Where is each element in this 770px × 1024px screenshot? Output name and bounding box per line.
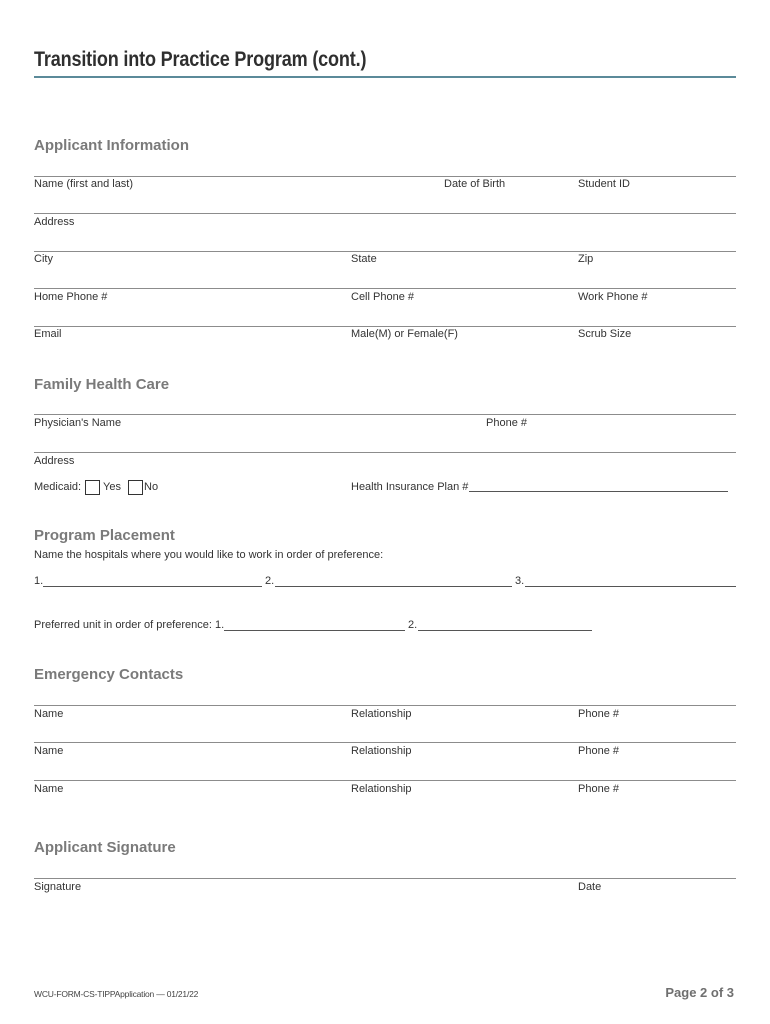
title-divider xyxy=(34,76,736,78)
contact-1-relationship-label: Relationship xyxy=(351,708,412,720)
medicaid-yes-label: Yes xyxy=(103,481,121,493)
contact-2-name-label: Name xyxy=(34,745,64,757)
form-code: WCU-FORM-CS-TIPPApplication — 01/21/22 xyxy=(34,989,199,999)
name-label: Name (first and last) xyxy=(34,178,134,190)
medicaid-no-checkbox[interactable] xyxy=(128,480,143,495)
student-id-label: Student ID xyxy=(578,178,630,190)
family-address-label: Address xyxy=(34,455,75,467)
gender-label: Male(M) or Female(F) xyxy=(351,328,458,340)
unit-preference-label: Preferred unit in order of preference: 1. xyxy=(34,619,225,631)
section-heading-placement: Program Placement xyxy=(34,527,175,544)
medicaid-yes-checkbox[interactable] xyxy=(85,480,100,495)
contact-3-phone-label: Phone # xyxy=(578,783,619,795)
field-line-contact-3 xyxy=(34,780,736,781)
home-phone-label: Home Phone # xyxy=(34,291,108,303)
hospital-2-label: 2. xyxy=(265,575,275,587)
hospital-1-line[interactable] xyxy=(43,586,262,587)
physician-phone-label: Phone # xyxy=(486,417,527,429)
state-label: State xyxy=(351,253,377,265)
city-label: City xyxy=(34,253,53,265)
hospital-1-label: 1. xyxy=(34,575,44,587)
work-phone-label: Work Phone # xyxy=(578,291,648,303)
contact-1-name-label: Name xyxy=(34,708,64,720)
unit-2-line[interactable] xyxy=(418,630,592,631)
field-line-city xyxy=(34,251,736,252)
field-line-contact-2 xyxy=(34,742,736,743)
hospital-3-label: 3. xyxy=(515,575,525,587)
section-heading-emergency: Emergency Contacts xyxy=(34,666,184,683)
signature-label: Signature xyxy=(34,881,82,893)
section-heading-applicant: Applicant Information xyxy=(34,137,189,154)
hospital-2-line[interactable] xyxy=(275,586,512,587)
placement-instruction: Name the hospitals where you would like to work in order of preference: xyxy=(34,549,384,561)
field-line-email xyxy=(34,326,736,327)
field-line-contact-1 xyxy=(34,705,736,706)
page-title: Transition into Practice Program (cont.) xyxy=(34,48,367,71)
field-line-physician xyxy=(34,414,736,415)
contact-2-phone-label: Phone # xyxy=(578,745,619,757)
field-line-address xyxy=(34,213,736,214)
contact-3-name-label: Name xyxy=(34,783,64,795)
unit-1-line[interactable] xyxy=(224,630,405,631)
page-number: Page 2 of 3 xyxy=(665,985,734,1000)
medicaid-no-label: No xyxy=(144,481,159,493)
unit-2-label: 2. xyxy=(408,619,418,631)
contact-1-phone-label: Phone # xyxy=(578,708,619,720)
insurance-line[interactable] xyxy=(469,491,728,492)
section-heading-signature: Applicant Signature xyxy=(34,839,176,856)
email-label: Email xyxy=(34,328,62,340)
physician-label: Physician's Name xyxy=(34,417,122,429)
cell-phone-label: Cell Phone # xyxy=(351,291,414,303)
address-label: Address xyxy=(34,216,75,228)
medicaid-label: Medicaid: xyxy=(34,481,82,493)
hospital-3-line[interactable] xyxy=(525,586,736,587)
field-line-family-address xyxy=(34,452,736,453)
zip-label: Zip xyxy=(578,253,594,265)
insurance-label: Health Insurance Plan # xyxy=(351,481,469,493)
contact-2-relationship-label: Relationship xyxy=(351,745,412,757)
signature-date-label: Date xyxy=(578,881,602,893)
field-line-signature xyxy=(34,878,736,879)
dob-label: Date of Birth xyxy=(444,178,506,190)
field-line-phones xyxy=(34,288,736,289)
scrub-size-label: Scrub Size xyxy=(578,328,632,340)
section-heading-family: Family Health Care xyxy=(34,376,170,393)
field-line-name xyxy=(34,176,736,177)
contact-3-relationship-label: Relationship xyxy=(351,783,412,795)
